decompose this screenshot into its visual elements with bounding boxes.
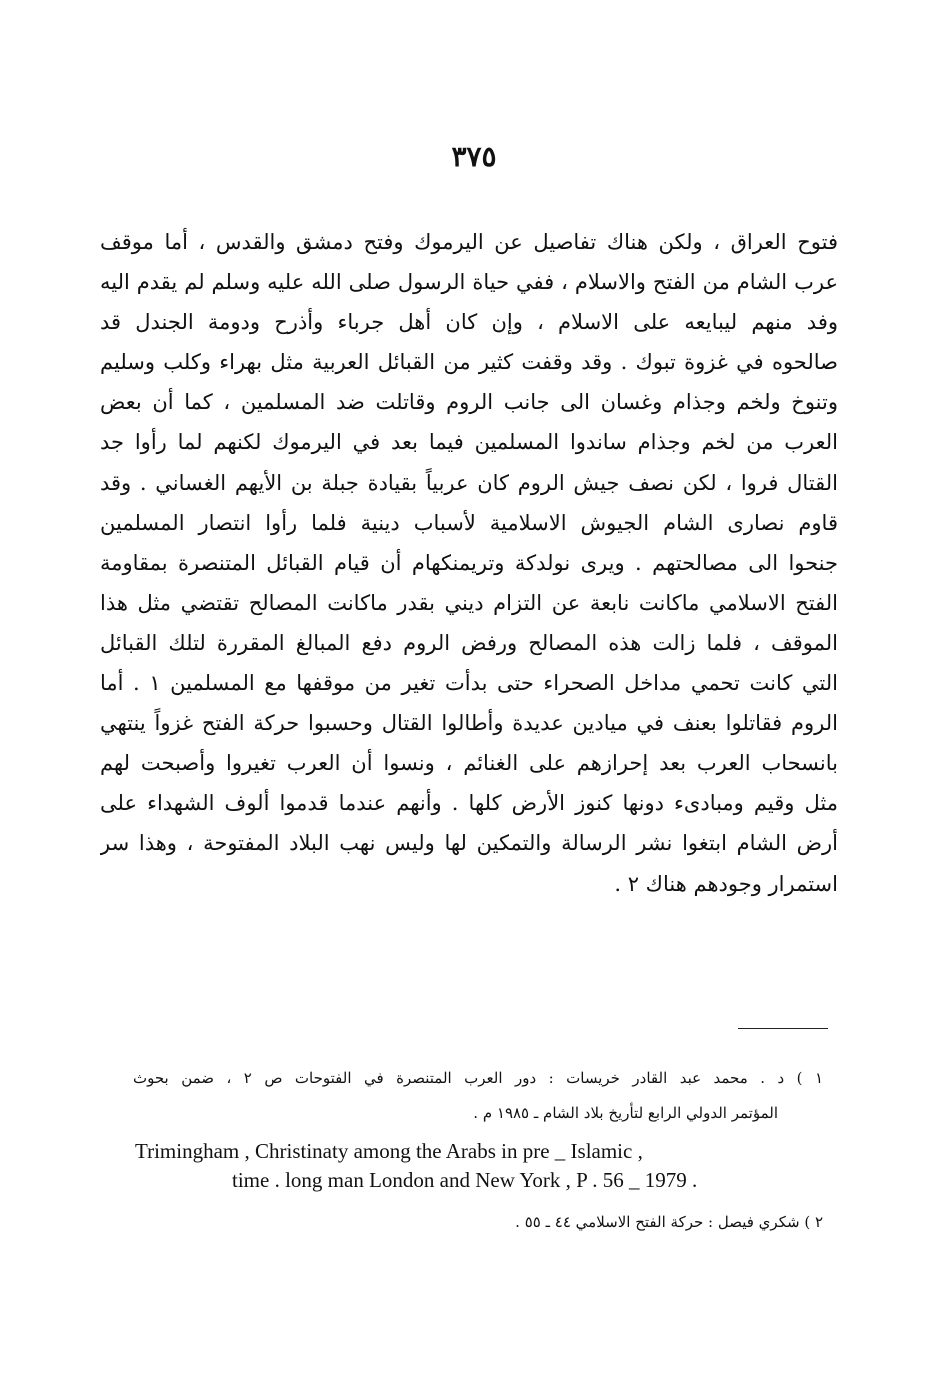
body-text xyxy=(100,222,838,904)
body-line-15: مثل وقيم ومبادىء دونها كنوز الأرض كلها . وأنهم عندما قدموا ألوف الشهداء على xyxy=(100,791,838,816)
body-line-14: بانسحاب العرب بعد إحرازهم على الغنائم ، ونسوا أن العرب تغيروا وأصبحت لهم xyxy=(100,751,838,776)
body-line-13: الروم فقاتلوا بعنف في ميادين عديدة وأطالوا القتال وحسبوا حركة الفتح غزواً ينتهي xyxy=(100,711,838,736)
footnote-separator xyxy=(738,1028,828,1029)
body-line-3: وفد منهم ليبايعه على الاسلام ، وإن كان أهل جرباء وأذرح ودومة الجندل قد xyxy=(100,310,838,335)
footnote-1-line-1: ١ ) د . محمد عبد القادر خريسات : دور العرب المتنصرة في الفتوحات ص ٢ ، ضمن بحوث xyxy=(133,1069,823,1087)
body-line-17: استمرار وجودهم هناك ٢ . xyxy=(614,871,838,896)
page-number: ٣٧٥ xyxy=(451,140,497,173)
body-line-4: صالحوه في غزوة تبوك . وقد وقفت كثير من القبائل العربية مثل بهراء وكلب وسليم xyxy=(100,350,838,375)
body-line-12: التي كانت تحمي مداخل الصحراء حتى بدأت تغير من موقفها مع المسلمين ١ . أما xyxy=(100,671,838,696)
footnote-1-english-line-2: time . long man London and New York , P . 56 _ 1979 . xyxy=(232,1168,698,1192)
body-line-16: أرض الشام ابتغوا نشر الرسالة والتمكين لها وليس نهب البلاد المفتوحة ، وهذا سر xyxy=(100,831,838,856)
footnote-1-english-line-1: Trimingham , Christinaty among the Arabs in pre _ Islamic , xyxy=(135,1139,643,1163)
body-line-8: قاوم نصارى الشام الجيوش الاسلامية لأسباب دينية فلما رأوا انتصار المسلمين xyxy=(100,510,838,535)
body-line-11: الموقف ، فلما زالت هذه المصالح ورفض الروم دفع المبالغ المقررة لتلك القبائل xyxy=(100,630,838,655)
body-line-5: وتنوخ ولخم وجذام وغسان الى جانب الروم وقاتلت ضد المسلمين ، كما أن بعض xyxy=(100,390,838,415)
body-line-7: القتال فروا ، لكن نصف جيش الروم كان عربياً بقيادة جبلة بن الأيهم الغساني . وقد xyxy=(100,470,838,495)
body-line-1: فتوح العراق ، ولكن هناك تفاصيل عن اليرموك وفتح دمشق والقدس ، أما موقف xyxy=(100,230,838,254)
body-line-9: جنحوا الى مصالحتهم . ويرى نولدكة وتريمنكهام أن قيام القبائل المتنصرة بمقاومة xyxy=(100,550,838,575)
body-line-2: عرب الشام من الفتح والاسلام ، ففي حياة الرسول صلى الله عليه وسلم لم يقدم اليه xyxy=(100,270,838,295)
footnote-1-line-2: المؤتمر الدولي الرابع لتأريخ بلاد الشام ـ ١٩٨٥ م . xyxy=(473,1104,778,1122)
body-line-6: العرب من لخم وجذام ساندوا المسلمين فيما بعد في اليرموك لكنهم لما رأوا جد xyxy=(100,430,838,455)
body-line-10: الفتح الاسلامي ماكانت نابعة عن التزام ديني بقدر ماكانت المصالح تقتضي مثل هذا xyxy=(100,590,838,615)
footnote-2: ٢ ) شكري فيصل : حركة الفتح الاسلامي ٤٤ ـ ٥٥ . xyxy=(515,1213,823,1231)
